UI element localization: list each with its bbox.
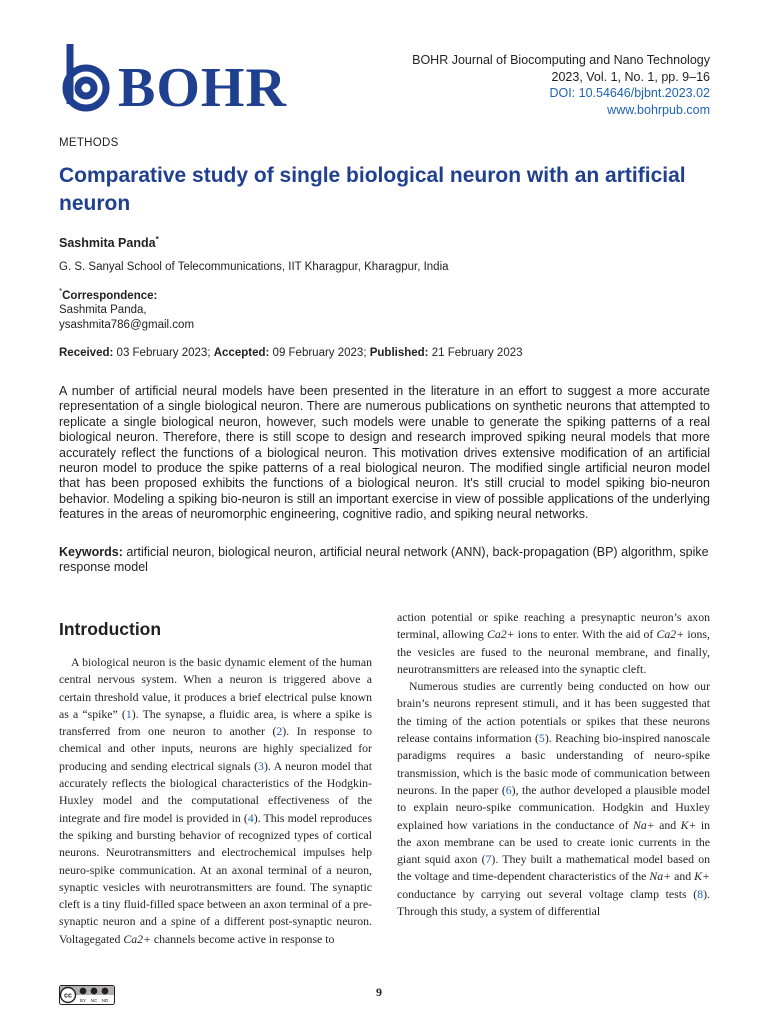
journal-info bbox=[412, 52, 710, 118]
ion-term: K+ bbox=[694, 869, 711, 884]
correspondence-mark: * bbox=[59, 287, 63, 296]
article-title: Comparative study of single biological neuron with an artificial neuron bbox=[59, 164, 686, 215]
citation-link[interactable]: 3 bbox=[258, 758, 264, 773]
affiliation: G. S. Sanyal School of Telecommunications, IIT Kharagpur, Kharagpur, India bbox=[59, 261, 449, 273]
intro-paragraph-1: A biological neuron is the basic dynamic element of the human central nervous system. When a neuron is triggered above a certain threshold value, it produces a brief electrical pulse known as a “spike” (1). The synapse, a fluidic area, is where a spike is transferred from one neuron to another (2). In response to chemical and other inputs, neurons are highly specialized for producing and sending electrical signals (3). A neuron model that accurately reflects the biological characteristics of the Hodgkin-Huxley model and the computational effectiveness of the integrate and fire model is provided in (4). This model reproduces the spiking and bursting behavior of recognized types of cortical neurons. Neurotransmitters and electrochemical impulses help neuro-spike communication. At an axonal terminal of a neuron, synaptic vesicles with neurotransmitters are found. The synaptic cleft is a tiny fluid-filled space between an axon terminal of a pre-synaptic neuron and a spine of a different post-synaptic neuron. Voltagegated Ca2+ channels become active in response to bbox=[59, 655, 373, 946]
published-date: 21 February 2023 bbox=[431, 347, 523, 359]
intro-paragraph-1-cont: action potential or spike reaching a presynaptic neuron’s axon terminal, allowing Ca2+ ions to enter. With the aid of Ca2+ ions, the vesicles are fused to the neuronal membrane, and finally, neurotransmitters are released into the synaptic cleft. bbox=[397, 610, 710, 676]
author-name-text: Sashmita Panda bbox=[59, 236, 156, 251]
keywords-text: artificial neuron, biological neuron, artificial neural network (ANN), back-propagation (BP) algorithm, spike response model bbox=[59, 545, 709, 575]
bohr-logo-icon bbox=[66, 44, 106, 108]
page-number: 9 bbox=[376, 985, 382, 999]
ion-term: Ca2+ bbox=[656, 627, 685, 642]
website-link[interactable]: www.bohrpub.com bbox=[607, 102, 710, 117]
svg-text:NC: NC bbox=[90, 998, 98, 1003]
ion-term: Ca2+ bbox=[486, 627, 515, 642]
correspondence-name: Sashmita Panda, bbox=[59, 304, 147, 317]
keywords bbox=[59, 545, 710, 576]
ion-term: Na+ bbox=[649, 869, 672, 884]
accepted-date: 09 February 2023; bbox=[272, 347, 367, 359]
abstract: A number of artificial neural models have been presented in the literature in an effort to suggest a more accurate representation of a single biological neuron. There are numerous publications on synthetic neurons that attempted to replicate a single biological neuron, however, such models were unable to generate the spiking patterns of a real biological neuron. Therefore, there is still scope to design and research improved spiking neural models that more accurately reflect the functions of a biological neuron. This motivation drives extensive modification of an artificial neuron model to produce the spike patterns of a real biological neuron. The modified single artificial neuron model that has been proposed exhibits the functions of a biological neuron. It's still crucial to model spiking bio-neuron behavior. Modeling a spiking bio-neuron is still an important exercise in view of possible applications of the underlying features in the areas of neuromorphic engineering, cognitive radio, and spiking neural networks. bbox=[59, 384, 710, 522]
citation-link[interactable]: 1 bbox=[125, 706, 132, 721]
correspondence-email[interactable]: ysashmita786@gmail.com bbox=[59, 318, 195, 331]
citation-link[interactable]: 5 bbox=[538, 731, 545, 746]
svg-text:cc: cc bbox=[64, 992, 72, 1000]
journal-name: BOHR Journal of Biocomputing and Nano Technology bbox=[412, 53, 710, 67]
accepted-label: Accepted: bbox=[213, 347, 270, 359]
author-mark: * bbox=[155, 235, 159, 244]
correspondence-block bbox=[59, 285, 194, 332]
citation-link[interactable]: 6 bbox=[505, 782, 512, 797]
ion-term: Ca2+ bbox=[123, 931, 151, 946]
ion-term: K+ bbox=[680, 817, 697, 832]
body-column-right bbox=[397, 609, 710, 920]
intro-paragraph-2: Numerous studies are currently being conducted on how our brain’s neurons represent stimuli, and it has been suggested that the timing of the action potentials or spikes that these neurons release contains information (5). Reaching bio-inspired nanoscale paradigms requires a basic understanding of neuro-spike transmission, which is the basic mode of communication between neurons. In the paper (6), the author developed a plausible model to explain neuro-spike communication. Hodgkin and Huxley explained how variations in the conductance of Na+ and K+ in the axon membrane can be used to create ionic currents in the giant squid axon (7). They built a mathematical model based on the voltage and time-dependent characteristics of the Na+ and K+ conductance by carrying out several voltage clamp tests (8). Through this study, a system of differential bbox=[397, 679, 711, 919]
author-name bbox=[59, 235, 159, 250]
received-date: 03 February 2023; bbox=[116, 347, 211, 359]
received-label: Received: bbox=[59, 347, 114, 359]
article-dates bbox=[59, 347, 523, 359]
cc-license-badge[interactable] bbox=[59, 985, 115, 1005]
svg-text:BY: BY bbox=[79, 998, 87, 1003]
section-label: METHODS bbox=[59, 137, 119, 149]
citation-link[interactable]: 7 bbox=[485, 852, 492, 867]
citation-link[interactable]: 8 bbox=[697, 886, 704, 901]
keywords-label: Keywords: bbox=[59, 545, 123, 559]
ion-term: Na+ bbox=[632, 817, 655, 832]
journal-citation: 2023, Vol. 1, No. 1, pp. 9–16 bbox=[551, 69, 710, 84]
svg-text:ND: ND bbox=[101, 998, 109, 1003]
published-label: Published: bbox=[369, 347, 429, 359]
doi-link[interactable]: DOI: 10.54646/bjbnt.2023.02 bbox=[549, 86, 710, 100]
correspondence-label: Correspondence: bbox=[62, 289, 158, 302]
citation-link[interactable]: 2 bbox=[276, 724, 283, 739]
introduction-heading: Introduction bbox=[59, 619, 162, 639]
citation-link[interactable]: 4 bbox=[247, 810, 254, 825]
body-column-left bbox=[59, 654, 372, 948]
bohr-logo-wordmark: BOHR bbox=[118, 57, 287, 119]
